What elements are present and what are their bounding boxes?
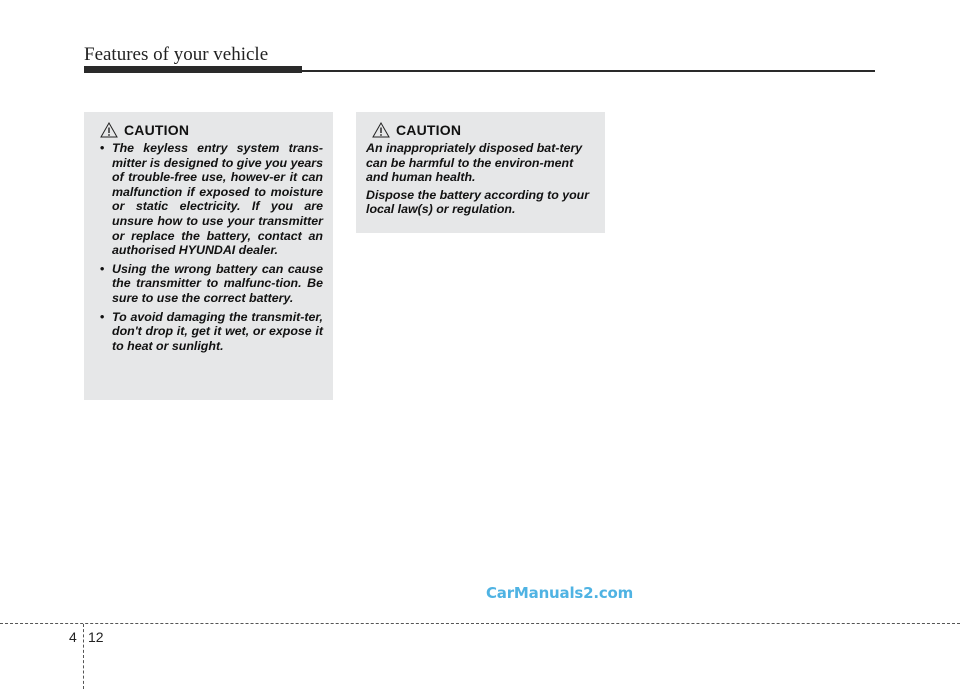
caution-bullet: • Using the wrong battery can cause the transmitter to malfunc-tion. Be sure to use the correct battery. — [94, 262, 323, 306]
warning-triangle-icon — [372, 122, 390, 138]
header-rule-thin — [302, 70, 875, 72]
caution-paragraph: An inappropriately disposed bat-tery can be harmful to the environ-ment and human health. — [366, 141, 583, 185]
caution-title: CAUTION — [396, 122, 462, 138]
section-title: Features of your vehicle — [84, 44, 269, 65]
caution-title: CAUTION — [124, 122, 190, 138]
caution-box-keyless — [84, 112, 333, 400]
caution-bullet: • To avoid damaging the transmit-ter, don't drop it, get it wet, or expose it to heat or sunlight. — [94, 310, 323, 354]
caution-bullet-list — [94, 141, 323, 353]
warning-triangle-icon — [100, 122, 118, 138]
header-rule-thick — [84, 66, 302, 73]
caution-bullet: • The keyless entry system trans-mitter is designed to give you years of trouble-free use, howev-er it can malfunction if exposed to moisture or static electricity. If you are unsure how to use your transmitter or replace the battery, contact an authorised HYUNDAI dealer. — [94, 141, 323, 258]
caution-box-battery-disposal — [356, 112, 605, 233]
caution-text — [366, 141, 595, 217]
page-number: 12 — [88, 629, 104, 645]
caution-paragraph: Dispose the battery according to your local law(s) or regulation. — [366, 187, 590, 217]
chapter-number: 4 — [69, 629, 77, 645]
caution-header — [372, 122, 595, 138]
footer-dashed-rule — [0, 623, 960, 624]
footer-dashed-divider — [83, 624, 84, 689]
watermark-link[interactable]: CarManuals2.com — [486, 584, 634, 602]
caution-header — [100, 122, 323, 138]
